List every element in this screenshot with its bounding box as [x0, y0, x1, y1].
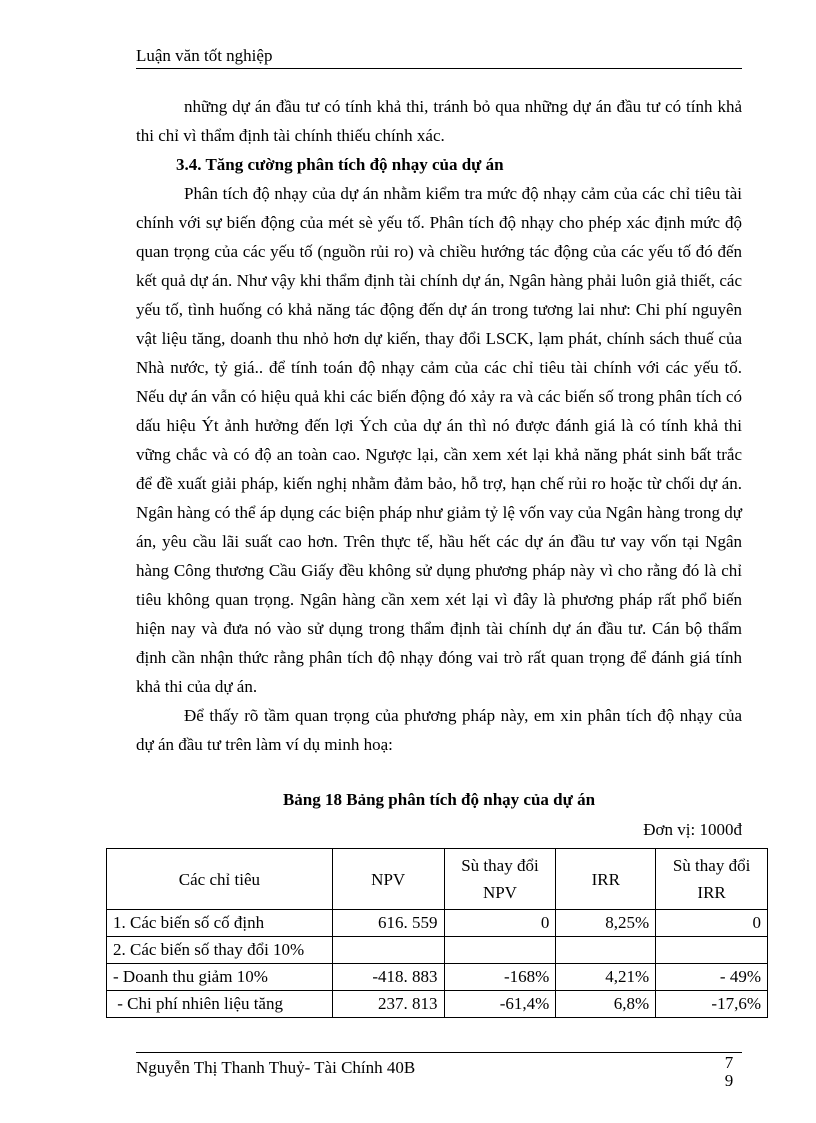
header-npv: NPV — [332, 849, 444, 910]
cell-irr-change: -17,6% — [656, 991, 768, 1018]
page-number-digit-2: 9 — [724, 1071, 734, 1090]
cell-irr-change — [656, 937, 768, 964]
row-label: - Doanh thu giảm 10% — [107, 964, 333, 991]
page-number-digit-1: 7 — [724, 1053, 734, 1072]
footer-rule — [136, 1052, 742, 1053]
cell-irr-change: 0 — [656, 910, 768, 937]
footer-author: Nguyễn Thị Thanh Thuỷ- Tài Chính 40B — [136, 1058, 416, 1077]
paragraph-1: những dự án đầu tư có tính khả thi, tránh bỏ qua những dự án đầu tư có tính khả thi chỉ vì thẩm định tài chính thiếu chính xác. — [136, 97, 742, 145]
body-text — [136, 92, 742, 759]
cell-npv: 237. 813 — [332, 991, 444, 1018]
cell-irr: 4,21% — [556, 964, 656, 991]
header-irr-change-line1: Sù thay đổi — [672, 856, 751, 875]
table-row — [107, 964, 768, 991]
sensitivity-table — [106, 848, 768, 1018]
cell-irr: 6,8% — [556, 991, 656, 1018]
unit-note: Đơn vị: 1000đ — [643, 820, 742, 839]
header-npv-change — [444, 849, 556, 910]
cell-npv — [332, 937, 444, 964]
cell-npv: 616. 559 — [332, 910, 444, 937]
paragraph-3: Để thấy rõ tầm quan trọng của phương pháp này, em xin phân tích độ nhạy của dự án đầu tư trên làm ví dụ minh hoạ: — [136, 706, 742, 754]
running-header: Luận văn tốt nghiệp — [136, 46, 273, 65]
header-rule — [136, 68, 742, 69]
row-label: 1. Các biến số cố định — [107, 910, 333, 937]
header-npv-change-line1: Sù thay đổi — [461, 856, 539, 875]
table-row — [107, 991, 768, 1018]
page-number — [717, 1054, 741, 1090]
row-label: - Chi phí nhiên liệu tăng — [107, 991, 333, 1018]
table-header-row — [107, 849, 768, 910]
table-row — [107, 910, 768, 937]
cell-irr: 8,25% — [556, 910, 656, 937]
table-row — [107, 937, 768, 964]
header-irr: IRR — [556, 849, 656, 910]
cell-npv-change: -168% — [444, 964, 556, 991]
paragraph-2: Phân tích độ nhạy của dự án nhằm kiểm tra mức độ nhạy cảm của các chỉ tiêu tài chính với sự biến động của mét sè yếu tố. Phân tích độ nhạy cho phép xác định mức độ quan trọng của các yếu tố (nguồn rủi ro) và chiều hướng tác động của các yếu tố đó đến kết quả dự án. Như vậy khi thẩm định tài chính dự án, Ngân hàng phải luôn giả thiết, các yếu tố, tình huống có khả năng tác động đến dự án trong tương lai như: Chi phí nguyên vật liệu tăng, doanh thu nhỏ hơn dự kiến, thay đổi LSCK, lạm phát, chính sách thuế của Nhà nước, tỷ giá.. để tính toán độ nhạy cảm của các chỉ tiêu tài chính với các yếu tố. Nếu dự án vẫn có hiệu quả khi các biến động đó xảy ra và các biến số trong phân tích có dấu hiệu Ýt ảnh hưởng đến lợi Ých của dự án thì nó được đánh giá là có tính khả thi vững chắc và có độ an toàn cao. Ngược lại, cần xem xét lại khả năng phát sinh bất trắc để đề xuất giải pháp, kiến nghị nhằm đảm bảo, hỗ trợ, hạn chế rủi ro hoặc từ chối dự án. Ngân hàng có thể áp dụng các biện pháp như giảm tỷ lệ vốn vay của Ngân hàng trong dự án, yêu cầu lãi suất cao hơn. Trên thực tế, hầu hết các dự án đầu tư vay vốn tại Ngân hàng Công thương Cầu Giấy đều không sử dụng phương pháp này vì cho rằng đó là chỉ tiêu không quan trọng. Ngân hàng cần xem xét lại vì đây là phương pháp rất phổ biến hiện nay và đưa nó vào sử dụng trong thẩm định tài chính dự án đầu tư. Cán bộ thẩm định cần nhận thức rằng phân tích độ nhạy đóng vai trò rất quan trọng để đánh giá tính khả thi của dự án. — [136, 184, 742, 696]
row-label: 2. Các biến số thay đổi 10% — [107, 937, 333, 964]
header-indicator: Các chỉ tiêu — [107, 849, 333, 910]
cell-npv-change: -61,4% — [444, 991, 556, 1018]
cell-npv-change — [444, 937, 556, 964]
cell-irr — [556, 937, 656, 964]
header-irr-change-line2: IRR — [697, 883, 726, 902]
table-caption: Bảng 18 Bảng phân tích độ nhạy của dự án — [282, 790, 596, 809]
cell-npv-change: 0 — [444, 910, 556, 937]
header-npv-change-line2: NPV — [482, 883, 517, 902]
cell-irr-change: - 49% — [656, 964, 768, 991]
header-irr-change — [656, 849, 768, 910]
section-heading: 3.4. Tăng cường phân tích độ nhạy của dự án — [176, 155, 504, 174]
cell-npv: -418. 883 — [332, 964, 444, 991]
